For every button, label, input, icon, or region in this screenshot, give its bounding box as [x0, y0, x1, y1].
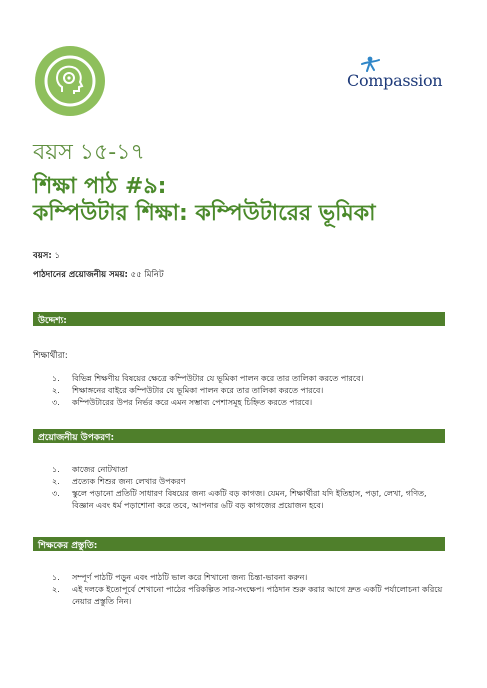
- compassion-logo: [347, 58, 447, 98]
- objectives-intro: শিক্ষার্থীরা:: [33, 351, 68, 361]
- list-item: ১. সম্পূর্ণ পাঠটি পড়ুন এবং পাঠটি ভাল করে শিখানো জন্য চিন্তা-ভাবনা করুন।: [52, 573, 308, 582]
- list-item: ১. কাজের নোটখাতা: [52, 465, 128, 474]
- age-value: ১: [54, 251, 60, 261]
- preparation-section-header: [33, 537, 445, 551]
- logo-figure-icon: [359, 56, 381, 72]
- list-item: ৩. স্কুলে পড়ানো প্রতিটি সাধারণ বিষয়ের জন্য একটি বড় কাগজ। যেমন, শিক্ষার্থীরা যদি ইতিহাস, পড়া, লেখা, গণিত, বিজ্ঞান এবং ধর্ম পড়াশোনা করে তবে, আপনার ৬টি বড় কাগজের প্রয়োজন হবে।: [52, 489, 427, 510]
- preparation-heading: শিক্ষকের প্রস্তুতি:: [38, 541, 98, 551]
- lesson-number-title: শিক্ষা পাঠ #৯:: [33, 174, 167, 199]
- logo-text: Compassion: [347, 71, 443, 90]
- time-label: পাঠদানের প্রয়োজনীয় সময়:: [33, 270, 128, 280]
- objectives-list: [52, 373, 444, 409]
- list-item: ২. শিক্ষাঙ্গনের বাইরে কম্পিউটার যে ভূমিকা পালন করে তার তালিকা করতে পারবে।: [52, 386, 324, 395]
- list-item: ১. বিভিন্ন শিক্ষণীয় বিষয়ের ক্ষেত্রে কম্পিউটার যে ভূমিকা পালন করে তার তালিকা করতে পারবে।: [52, 374, 364, 383]
- age-range-heading: বয়স ১৫-১৭: [33, 140, 145, 165]
- materials-list: [52, 464, 444, 512]
- gear-head-icon: [35, 46, 105, 116]
- time-value: ৫৫ মিনিট: [130, 270, 164, 280]
- age-label: বয়স:: [33, 251, 52, 261]
- time-meta: [33, 268, 164, 282]
- lesson-title: কম্পিউটার শিক্ষা: কম্পিউটারের ভূমিকা: [33, 201, 376, 226]
- age-meta: [33, 249, 60, 263]
- list-item: ২. প্রত্যেক শিশুর জন্য লেখার উপকরণ: [52, 477, 186, 486]
- list-item: ৩. কম্পিউটারের উপর নির্ভর করে এমন সম্ভাব্য পেশাসমূহ চিহ্নিত করতে পারবে।: [52, 398, 313, 407]
- materials-heading: প্রয়োজনীয় উপকরণ:: [38, 433, 115, 443]
- materials-section-header: [33, 429, 445, 443]
- objectives-section-header: [33, 312, 445, 326]
- objectives-heading: উদ্দেশ্য:: [38, 316, 67, 326]
- list-item: ২. এই দলকে ইতোপূর্বে শেখানো পাঠের পরিকল্পিত সার-সংক্ষেপ। পাঠদান শুরু করার আগে দ্রুত একটি পর্যালোচনা করিয়ে নেয়ার প্রস্তুতি নিন।: [52, 585, 443, 606]
- preparation-list: [52, 572, 444, 608]
